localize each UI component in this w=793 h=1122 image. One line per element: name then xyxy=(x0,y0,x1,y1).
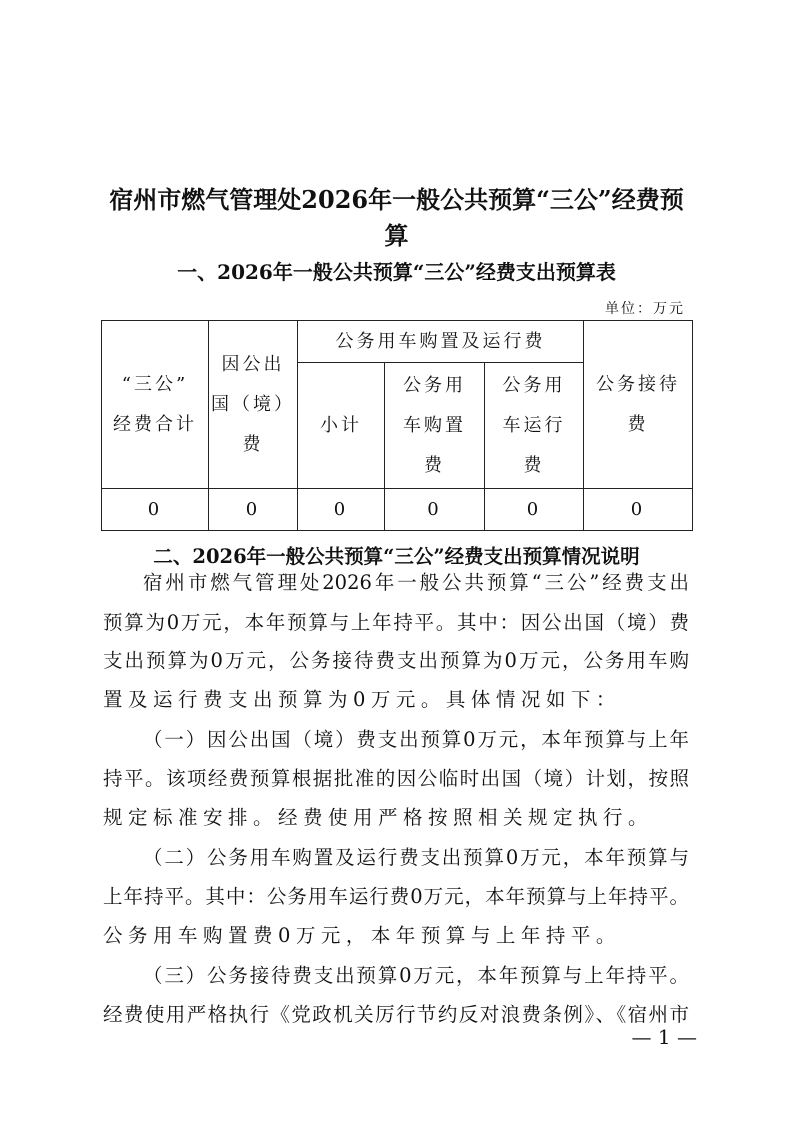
budget-table xyxy=(101,320,693,531)
cell-reception: 0 xyxy=(584,489,693,531)
header-total: “三公” 经费合计 xyxy=(102,321,209,489)
body-line: 持平。该项经费预算根据批准的因公临时出国（境）计划，按照 xyxy=(103,767,689,790)
header-reception: 公务接待 费 xyxy=(584,321,693,489)
body-line: 预算为0万元，本年预算与上年持平。其中：因公出国（境）费 xyxy=(103,611,689,634)
header-purchase: 公务用 车购置 费 xyxy=(385,363,485,489)
body-line: （二）公务用车购置及运行费支出预算0万元，本年预算与 xyxy=(143,846,689,869)
body-line: 上年持平。其中：公务用车运行费0万元，本年预算与上年持平。 xyxy=(103,885,689,908)
body-line: 规定标准安排。经费使用严格按照相关规定执行。 xyxy=(103,806,654,829)
body-line: （一）因公出国（境）费支出预算0万元，本年预算与上年 xyxy=(143,728,689,751)
body-line: 支出预算为0万元，公务接待费支出预算为0万元，公务用车购 xyxy=(103,649,689,672)
body-line: （三）公务接待费支出预算0万元，本年预算与上年持平。 xyxy=(143,964,689,987)
body-line: 宿州市燃气管理处2026年一般公共预算“三公”经费支出 xyxy=(143,571,689,594)
header-vehicle-group: 公务用车购置及运行费 xyxy=(298,321,584,363)
cell-operation: 0 xyxy=(485,489,584,531)
section-1-heading: 一、2026年一般公共预算“三公”经费支出预算表 xyxy=(177,260,616,284)
table-row xyxy=(102,489,693,531)
unit-label: 单位：万元 xyxy=(605,301,685,317)
header-operation: 公务用 车运行 费 xyxy=(485,363,584,489)
cell-total: 0 xyxy=(102,489,209,531)
title-line-2: 算 xyxy=(384,221,409,250)
cell-abroad: 0 xyxy=(209,489,298,531)
body-line: 置及运行费支出预算为0万元。具体情况如下： xyxy=(103,688,621,711)
body-line: 公务用车购置费0万元，本年预算与上年持平。 xyxy=(103,924,621,947)
cell-subtotal: 0 xyxy=(298,489,385,531)
page-number: — 1 — xyxy=(631,1025,697,1049)
cell-purchase: 0 xyxy=(385,489,485,531)
header-subtotal: 小计 xyxy=(298,363,385,489)
section-2-heading: 二、2026年一般公共预算“三公”经费支出预算情况说明 xyxy=(153,545,640,568)
title-line-1: 宿州市燃气管理处2026年一般公共预算“三公”经费预 xyxy=(109,185,684,214)
header-abroad: 因公出 国（境） 费 xyxy=(209,321,298,489)
body-line: 经费使用严格执行《党政机关厉行节约反对浪费条例》、《宿州市 xyxy=(103,1003,689,1026)
